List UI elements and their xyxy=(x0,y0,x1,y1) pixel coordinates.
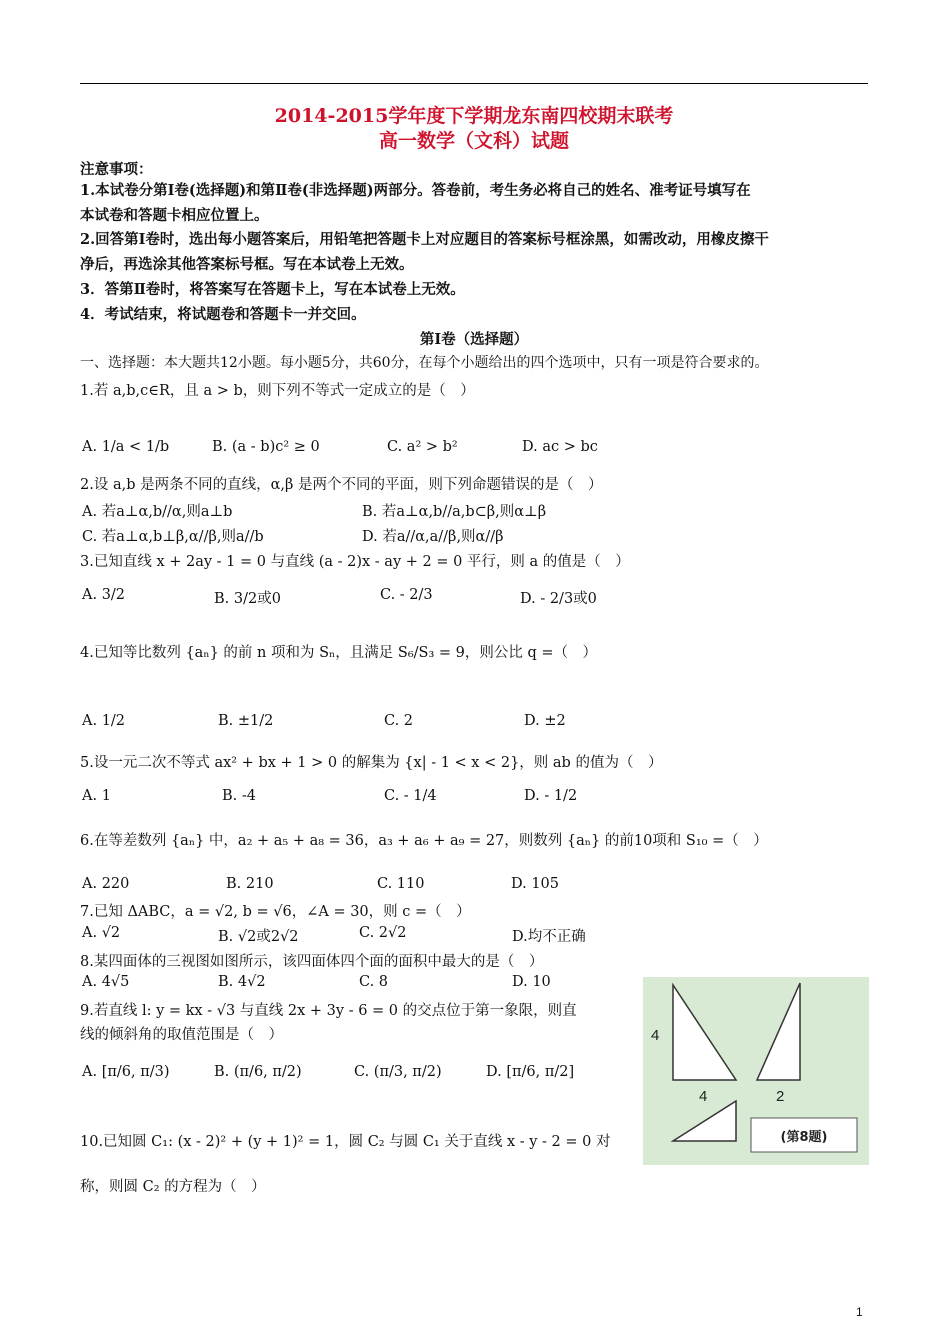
question-1-option-c: C. a² > b² xyxy=(387,439,458,455)
question-9-option-a: A. [π/6, π/3) xyxy=(82,1064,170,1080)
dim-height-label: 4 xyxy=(651,1027,660,1044)
notice-line: 2.回答第Ⅰ卷时，选出每小题答案后，用铅笔把答题卡上对应题目的答案标号框涂黑，如需改动，用橡皮擦干 xyxy=(80,231,769,248)
question-3-stem: 3.已知直线 x + 2ay - 1 = 0 与直线 (a - 2)x - ay + 2 = 0 平行，则 a 的值是（ ） xyxy=(80,554,630,570)
three-view-figure xyxy=(643,977,869,1165)
figure-label: (第8题) xyxy=(780,1130,828,1145)
top-view-triangle xyxy=(673,1101,736,1141)
front-view-triangle xyxy=(673,985,736,1080)
three-view-drawing xyxy=(643,977,869,1165)
question-5-option-b: B. -4 xyxy=(222,788,256,804)
question-9-option-c: C. (π/3, π/2) xyxy=(354,1064,442,1080)
notice-heading: 注意事项： xyxy=(80,161,153,178)
side-view-triangle xyxy=(757,983,800,1080)
question-3-option-c: C. - 2/3 xyxy=(380,587,433,603)
question-4-option-d: D. ±2 xyxy=(524,713,566,729)
dim-width-label: 4 xyxy=(699,1088,708,1105)
notice-line: 3．答第Ⅱ卷时，将答案写在答题卡上，写在本试卷上无效。 xyxy=(80,281,465,298)
question-2-option-d: D. 若a//α,a//β,则α//β xyxy=(362,529,504,545)
question-8-option-c: C. 8 xyxy=(359,974,389,990)
question-6-option-a: A. 220 xyxy=(82,876,130,892)
notice-line: 1.本试卷分第Ⅰ卷(选择题)和第Ⅱ卷(非选择题)两部分。答卷前，考生务必将自己的姓名、准考证号填写在 xyxy=(80,182,751,199)
question-5-option-d: D. - 1/2 xyxy=(524,788,578,804)
question-8-stem: 8.某四面体的三视图如图所示，该四面体四个面的面积中最大的是（ ） xyxy=(80,954,544,970)
question-9-option-b: B. (π/6, π/2) xyxy=(214,1064,302,1080)
top-rule xyxy=(80,83,868,84)
section-heading: 第Ⅰ卷（选择题） xyxy=(419,331,529,348)
question-5-option-a: A. 1 xyxy=(82,788,111,804)
question-1-option-d: D. ac > bc xyxy=(522,439,598,455)
question-8-option-d: D. 10 xyxy=(512,974,551,990)
exam-title: 2014-2015学年度下学期龙东南四校期末联考 xyxy=(274,105,674,127)
question-7-option-d: D.均不正确 xyxy=(512,929,586,945)
question-1-stem: 1.若 a,b,c∈R，且 a > b，则下列不等式一定成立的是（ ） xyxy=(80,383,475,399)
question-5-stem: 5.设一元二次不等式 ax² + bx + 1 > 0 的解集为 {x| - 1 < x < 2}，则 ab 的值为（ ） xyxy=(80,755,663,771)
question-4-option-b: B. ±1/2 xyxy=(218,713,274,729)
question-5-option-c: C. - 1/4 xyxy=(384,788,437,804)
question-10-stem: 称，则圆 C₂ 的方程为（ ） xyxy=(80,1179,266,1195)
page-number: 1 xyxy=(856,1305,863,1319)
question-2-option-b: B. 若a⊥α,b//a,b⊂β,则α⊥β xyxy=(362,504,547,520)
question-4-option-a: A. 1/2 xyxy=(82,713,126,729)
question-8-option-b: B. 4√2 xyxy=(218,974,266,990)
question-2-option-c: C. 若a⊥α,b⊥β,α//β,则a//b xyxy=(82,529,264,545)
question-8-option-a: A. 4√5 xyxy=(82,974,130,990)
question-7-option-a: A. √2 xyxy=(82,925,121,941)
question-6-option-c: C. 110 xyxy=(377,876,425,892)
exam-subtitle: 高一数学（文科）试题 xyxy=(378,130,569,152)
question-4-stem: 4.已知等比数列 {aₙ} 的前 n 项和为 Sₙ，且满足 S₆/S₃ = 9，则公比 q =（ ） xyxy=(80,645,598,661)
notice-line: 4．考试结束，将试题卷和答题卡一并交回。 xyxy=(80,306,366,323)
question-1-option-a: A. 1/a < 1/b xyxy=(82,439,170,455)
question-3-option-d: D. - 2/3或0 xyxy=(520,591,597,607)
question-2-stem: 2.设 a,b 是两条不同的直线，α,β 是两个不同的平面，则下列命题错误的是（ ） xyxy=(80,477,603,493)
question-9-option-d: D. [π/6, π/2] xyxy=(486,1064,575,1080)
question-6-stem: 6.在等差数列 {aₙ} 中，a₂ + a₅ + a₈ = 36，a₃ + a₆ + a₉ = 27，则数列 {aₙ} 的前10项和 S₁₀ =（ ） xyxy=(80,833,768,849)
question-9-stem: 线的倾斜角的取值范围是（ ） xyxy=(80,1027,283,1043)
section-intro: 一、选择题：本大题共12小题。每小题5分，共60分，在每个小题给出的四个选项中，只有一项是符合要求的。 xyxy=(80,355,769,371)
question-6-option-d: D. 105 xyxy=(511,876,560,892)
question-7-option-b: B. √2或2√2 xyxy=(218,929,299,945)
question-6-option-b: B. 210 xyxy=(226,876,274,892)
question-4-option-c: C. 2 xyxy=(384,713,414,729)
question-7-stem: 7.已知 ΔABC，a = √2, b = √6，∠A = 30，则 c =（ ） xyxy=(80,904,471,920)
notice-line: 净后，再选涂其他答案标号框。写在本试卷上无效。 xyxy=(80,256,414,273)
question-3-option-a: A. 3/2 xyxy=(82,587,126,603)
question-10-stem: 10.已知圆 C₁: (x - 2)² + (y + 1)² = 1，圆 C₂ 与圆 C₁ 关于直线 x - y - 2 = 0 对 xyxy=(80,1134,611,1150)
question-9-stem: 9.若直线 l: y = kx - √3 与直线 2x + 3y - 6 = 0 的交点位于第一象限，则直 xyxy=(80,1003,577,1019)
dim-depth-label: 2 xyxy=(776,1088,785,1105)
notice-line: 本试卷和答题卡相应位置上。 xyxy=(80,207,269,224)
question-2-option-a: A. 若a⊥α,b//α,则a⊥b xyxy=(82,504,233,520)
question-7-option-c: C. 2√2 xyxy=(359,925,407,941)
question-3-option-b: B. 3/2或0 xyxy=(214,591,281,607)
question-1-option-b: B. (a - b)c² ≥ 0 xyxy=(212,439,320,455)
